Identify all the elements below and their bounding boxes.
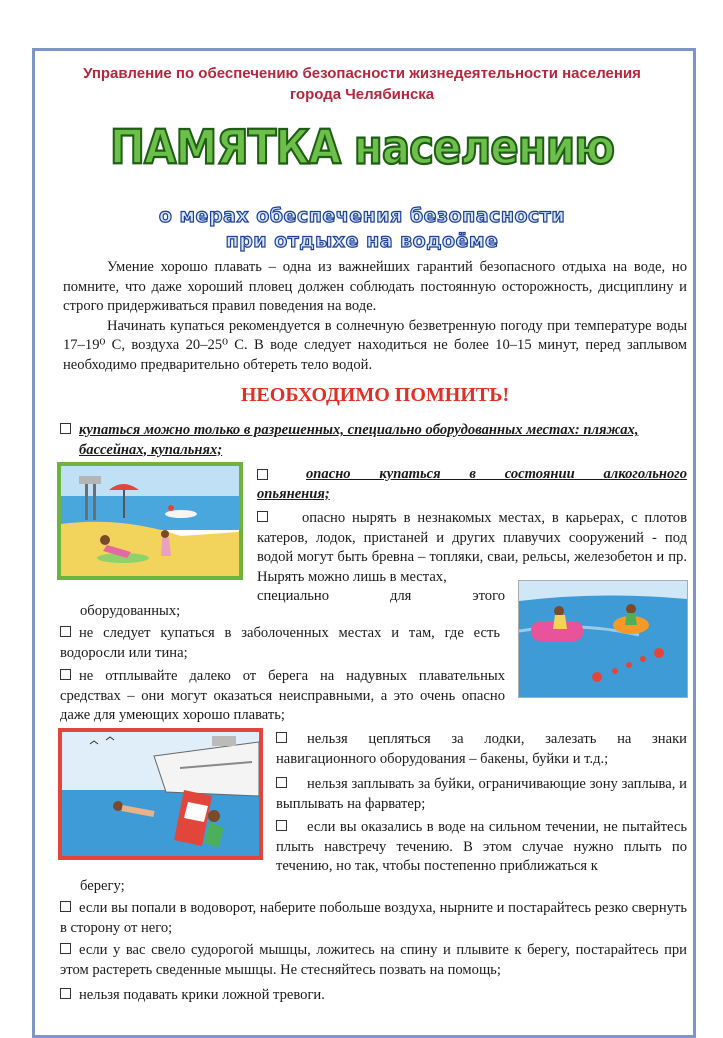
checkbox-icon — [60, 669, 71, 680]
checkbox-icon — [276, 777, 287, 788]
checkbox-icon — [257, 511, 268, 522]
rule-current-end: берегу; — [80, 878, 125, 894]
page-subtitle — [60, 204, 664, 254]
intro-paragraph-2: Начинать купаться рекомендуется в солнечную безветренную погоду при температуре воды 17–19⁰ С, воздуха 20–25⁰ С. В воде следует находиться не более 10–15 минут, перед заплывом необходимо предварительно обтереть тело водой. — [63, 317, 687, 373]
subtitle-line-1: о мерах обеспечения безопасности — [158, 205, 566, 227]
checkbox-icon — [60, 423, 71, 434]
rule-false-alarm: нельзя подавать крики ложной тревоги. — [60, 986, 687, 1006]
page-title: ПАМЯТКА населению — [109, 120, 615, 175]
rule-diving: опасно нырять в незнакомых местах, в карьерах, с плотов катеров, лодок, пристаней и других плавучих сооружений - под водой могут быть бревна – топляки, сваи, рельсы, железобетон и пр. Нырять можно лишь в местах, — [257, 510, 687, 585]
rule-diving-end: оборудованных; — [80, 603, 181, 619]
rule-inflatables: не отплывайте далеко от берега на надувных плавательных средствах – они могут оказаться неисправными, а это очень опасно даже для умеющих хорошо плавать; — [60, 668, 505, 723]
checkbox-icon — [60, 988, 71, 999]
checkbox-icon — [257, 469, 268, 480]
rule-boats: нельзя цепляться за лодки, залезать на знаки навигационного оборудования – бакены, буйки и т.д.; — [276, 731, 687, 767]
checkbox-icon — [276, 820, 287, 831]
checkbox-icon — [276, 732, 287, 743]
subtitle-line-2: при отдыхе на водоёме — [225, 230, 499, 252]
ship-buoy-illustration — [58, 728, 263, 860]
intro-paragraph-1: Умение хорошо плавать – одна из важнейших гарантий безопасного отдыха на воде, но помните, что даже хороший пловец должен соблюдать постоянную осторожность, дисциплину и строго придерживаться правил поведения на воде. — [63, 259, 687, 314]
rule-current: если вы оказались в воде на сильном течении, не пытайтесь плыть навстречу течению. В этом случае нужно плыть по течению, но так, чтобы постепенно приближаться к — [276, 819, 687, 874]
rule-cramp: если у вас свело судорогой мышцы, ложитесь на спину и плывите к берегу, постарайтесь при этом растереть сведенные мышцы. Не стесняйтесь позвать на помощь; — [60, 942, 687, 978]
rule-whirlpool: если вы попали в водоворот, наберите побольше воздуха, нырните и постарайтесь резко свернуть в сторону от него; — [60, 900, 687, 936]
rule-swamp: не следует купаться в заболоченных местах и там, где есть водоросли или тина; — [60, 625, 500, 661]
org-line-1: Управление по обеспечению безопасности жизнедеятельности населения — [83, 65, 641, 82]
checkbox-icon — [60, 626, 71, 637]
rule-buoys: нельзя заплывать за буйки, ограничивающие зону заплыва, и выплывать на фарватер; — [276, 776, 687, 812]
checkbox-icon — [60, 943, 71, 954]
org-line-2: города Челябинска — [289, 86, 435, 103]
inflatables-illustration — [518, 580, 688, 698]
intro-text — [63, 258, 687, 375]
rule-alcohol: опасно купаться в состоянии алкогольного опьянения; — [257, 466, 687, 502]
checkbox-icon — [60, 901, 71, 912]
rule-beaches: купаться можно только в разрешенных, специально оборудованных местах: пляжах, бассейнах, купальнях; — [60, 421, 690, 460]
rule-diving-cont: специально для этого — [257, 588, 505, 604]
beach-illustration — [57, 462, 243, 580]
remember-heading: НЕОБХОДИМО ПОМНИТЬ! — [240, 384, 510, 406]
organization-name — [60, 63, 664, 105]
